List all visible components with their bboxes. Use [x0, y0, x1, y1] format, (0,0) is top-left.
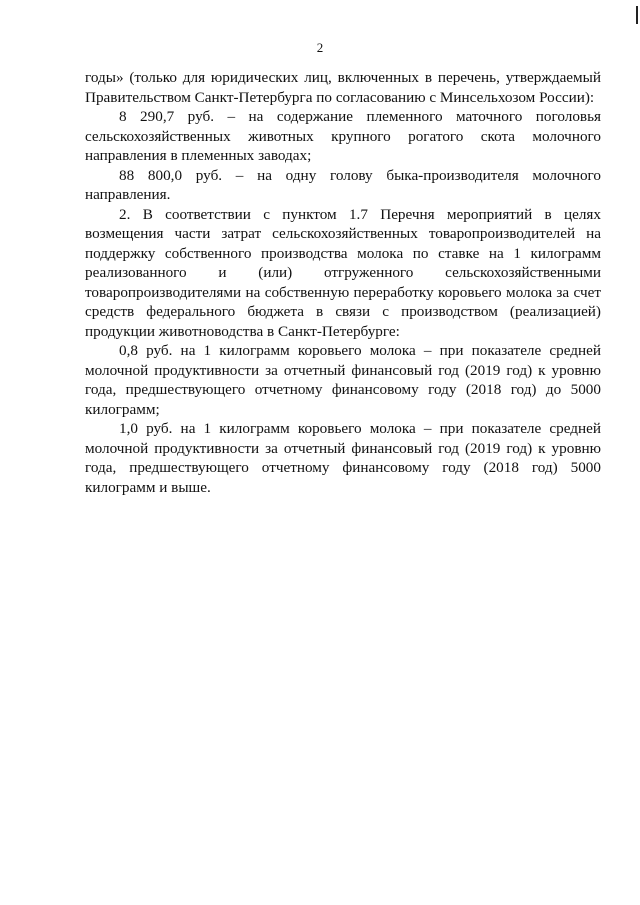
paragraph-breeding-stock-rate: 8 290,7 руб. – на содержание племенного маточного поголовья сельскохозяйственных животных крупного рогатого скота молочного направления в племенных заводах; — [85, 108, 601, 164]
paragraph-section-2: 2. В соответствии с пунктом 1.7 Перечня мероприятий в целях возмещения части затрат сельскохозяйственных товаропроизводителей на поддержку собственного производства молока по ставке на 1 килограмм реализованного и (или) отгруженного сельскохозяйственными товаропроизводителями на собственную переработку коровьего молока за счет средств федерального бюджета в связи с производством (реализацией) продукции животноводства в Санкт-Петербурге: — [85, 205, 601, 340]
paragraph-milk-rate-5000-and-above: 1,0 руб. на 1 килограмм коровьего молока – при показателе средней молочной продуктивности за отчетный финансовый год (2019 год) к уровню года, предшествующего отчетному финансовому году (2018 год) 5000 килограмм и выше. — [85, 420, 601, 496]
page-edge-mark — [636, 6, 638, 24]
page-number: 2 — [316, 40, 324, 55]
paragraph-bull-rate: 88 800,0 руб. – на одну голову быка-производителя молочного направления. — [85, 166, 601, 203]
paragraph-continuation: годы» (только для юридических лиц, включенных в перечень, утверждаемый Правительством Санкт-Петербурга по согласованию с Минсельхозом России): — [85, 69, 601, 106]
paragraph-milk-rate-below-5000: 0,8 руб. на 1 килограмм коровьего молока – при показателе средней молочной продуктивности за отчетный финансовый год (2019 год) к уровню года, предшествующего отчетному финансовому году (2018 год) до 5000 килограмм; — [85, 342, 601, 418]
document-body — [85, 68, 601, 497]
